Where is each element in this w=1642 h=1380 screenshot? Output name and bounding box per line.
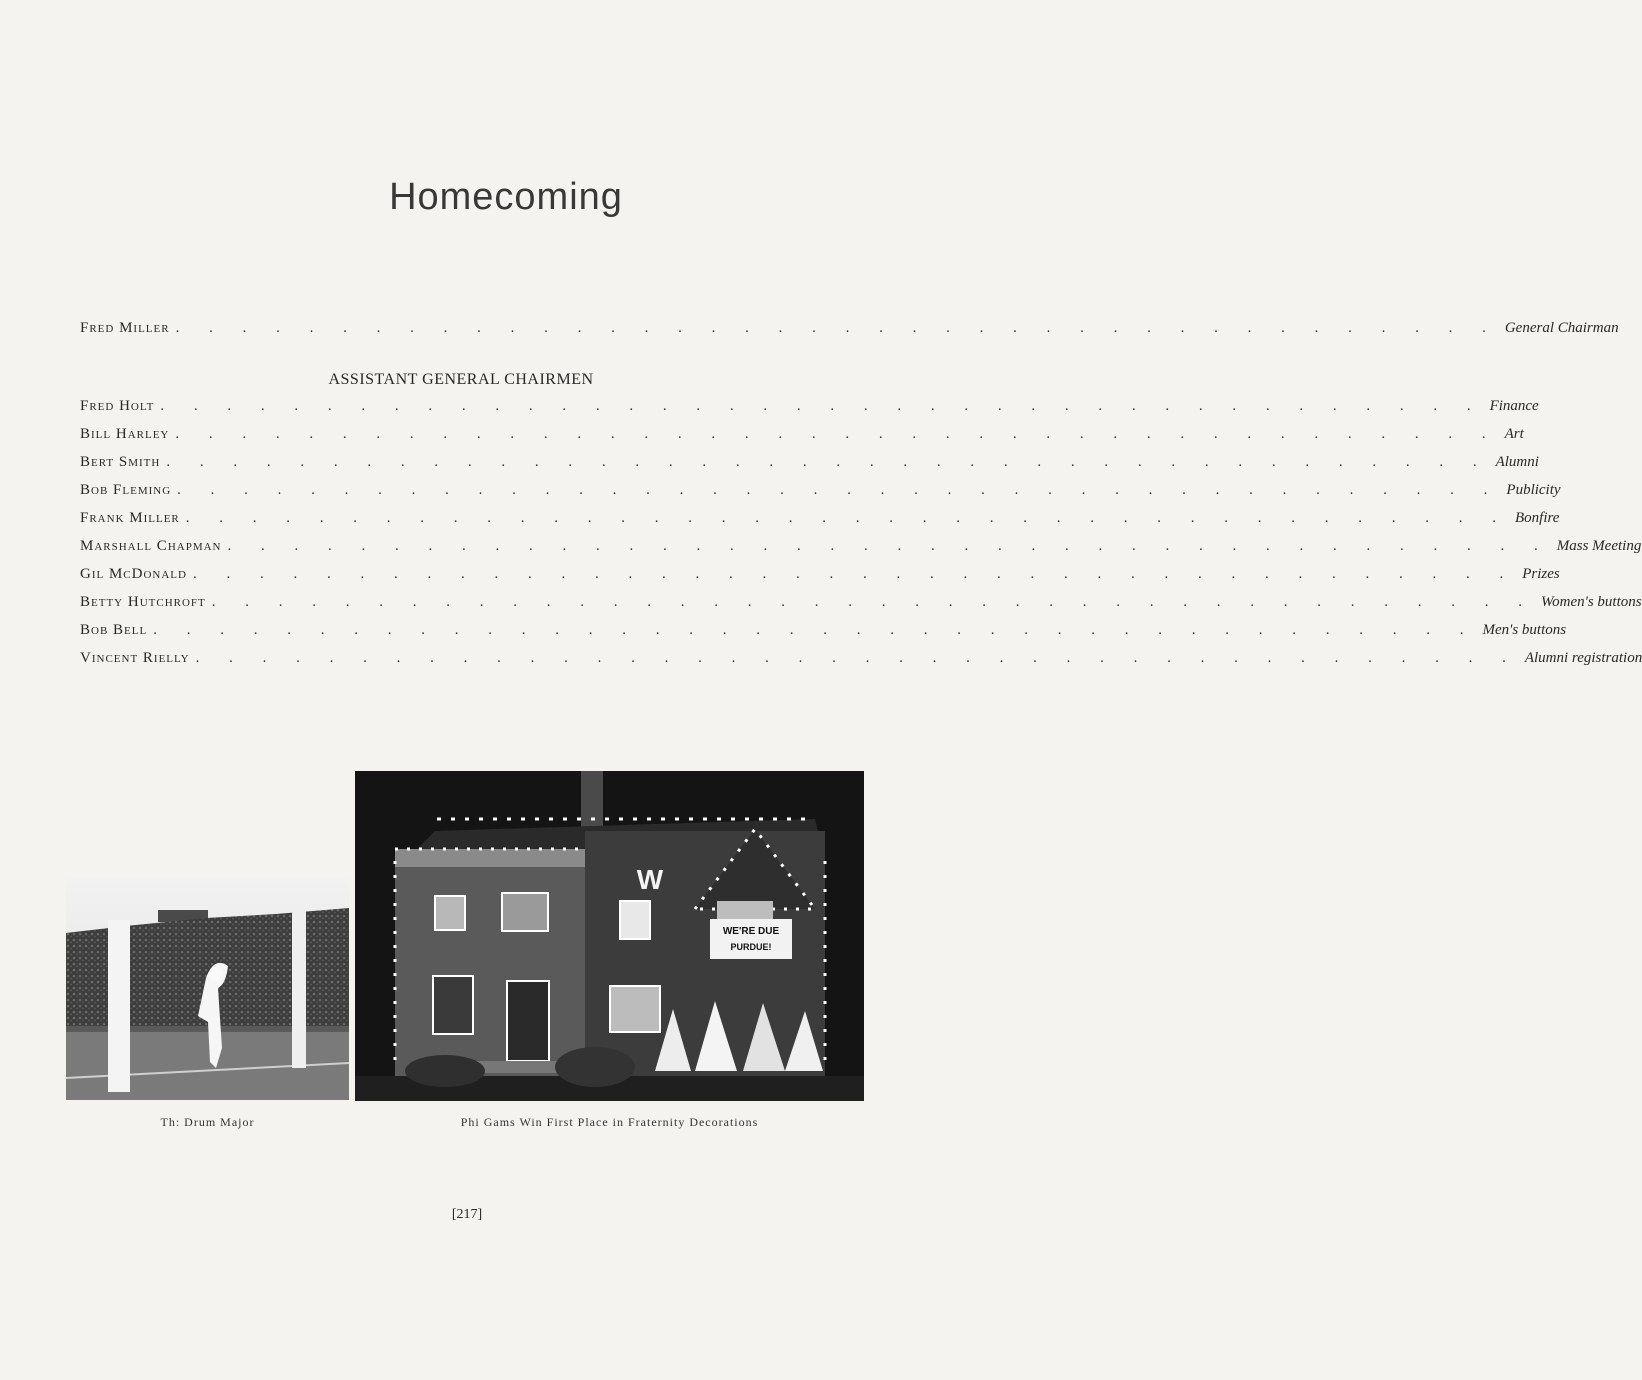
assistant-row	[80, 398, 1539, 422]
assistant-row	[80, 426, 1524, 450]
sign-line-1: WE'RE DUE	[722, 926, 780, 937]
assistant-row	[80, 622, 1567, 646]
dot-leader: . . . . . . . . . . . . . . . . . . . . . . . . . . . . . . . . . . . . . . . .	[166, 454, 1490, 470]
assistant-role: Women's buttons	[1541, 594, 1642, 610]
dot-leader: . . . . . . . . . . . . . . . . . . . . . . . . . . . . . . . . . . . . . . . .	[175, 426, 1499, 442]
assistant-role: Art	[1504, 426, 1524, 442]
assistant-name: Marshall Chapman	[80, 538, 222, 554]
dot-leader: . . . . . . . . . . . . . . . . . . . . . . . . . . . . . . . . . . . . . . . .	[211, 594, 1536, 610]
assistant-row	[80, 650, 1642, 674]
assistant-name: Bert Smith	[80, 454, 161, 470]
assistant-row	[80, 510, 1560, 534]
assistants-heading: ASSISTANT GENERAL CHAIRMEN	[328, 371, 594, 388]
assistant-role: Publicity	[1506, 482, 1561, 498]
dot-leader: . . . . . . . . . . . . . . . . . . . . . . . . . . . . . . . . . . . . . . . .	[195, 650, 1519, 666]
assistant-name: Bob Bell	[80, 622, 148, 638]
assistant-row	[80, 538, 1642, 562]
dot-leader: . . . . . . . . . . . . . . . . . . . . . . . . . . . . . . . . . . . . . . . .	[227, 538, 1551, 554]
assistant-name: Bill Harley	[80, 426, 170, 442]
dot-leader: . . . . . . . . . . . . . . . . . . . . . . . . . . . . . . . . . . . . . . . .	[177, 482, 1501, 498]
assistant-role: Mass Meeting	[1556, 538, 1642, 554]
assistant-role: Prizes	[1522, 566, 1560, 582]
assistant-row	[80, 454, 1539, 478]
assistant-name: Gil McDonald	[80, 566, 187, 582]
assistant-role: Bonfire	[1515, 510, 1560, 526]
dot-leader: . . . . . . . . . . . . . . . . . . . . . . . . . . . . . . . . . . . . . . . .	[192, 566, 1517, 582]
assistant-role: Alumni registration	[1524, 650, 1642, 666]
fraternity-house-photo	[355, 771, 864, 1101]
w-letter: W	[636, 864, 664, 895]
page-title: Homecoming	[389, 176, 623, 218]
dot-leader: . . . . . . . . . . . . . . . . . . . . . . . . . . . . . . . . . . . . . . . .	[175, 320, 1499, 336]
general-chairman-name: Fred Miller	[80, 320, 170, 336]
dot-leader: . . . . . . . . . . . . . . . . . . . . . . . . . . . . . . . . . . . . . . . .	[185, 510, 1510, 526]
assistant-name: Vincent Rielly	[80, 650, 190, 666]
dot-leader: . . . . . . . . . . . . . . . . . . . . . . . . . . . . . . . . . . . . . . . .	[153, 622, 1477, 638]
assistant-name: Fred Holt	[80, 398, 155, 414]
drum-major-photo	[66, 878, 349, 1100]
general-chairman-row	[80, 320, 1619, 344]
assistant-row	[80, 482, 1561, 506]
assistant-name: Bob Fleming	[80, 482, 172, 498]
assistant-row	[80, 566, 1560, 590]
left-photo-caption: Th: Drum Major	[160, 1115, 255, 1129]
assistant-row	[80, 594, 1642, 618]
dot-leader: . . . . . . . . . . . . . . . . . . . . . . . . . . . . . . . . . . . . . . . .	[160, 398, 1484, 414]
sign-line-2: PURDUE!	[730, 942, 772, 952]
right-photo-caption: Phi Gams Win First Place in Fraternity Decorations	[460, 1115, 759, 1129]
assistant-name: Frank Miller	[80, 510, 180, 526]
general-chairman-role: General Chairman	[1504, 320, 1619, 336]
assistant-role: Men's buttons	[1482, 622, 1567, 638]
assistant-name: Betty Hutchroft	[80, 594, 206, 610]
page-number: [217]	[451, 1207, 483, 1222]
assistant-role: Alumni	[1495, 454, 1539, 470]
assistant-role: Finance	[1489, 398, 1539, 414]
